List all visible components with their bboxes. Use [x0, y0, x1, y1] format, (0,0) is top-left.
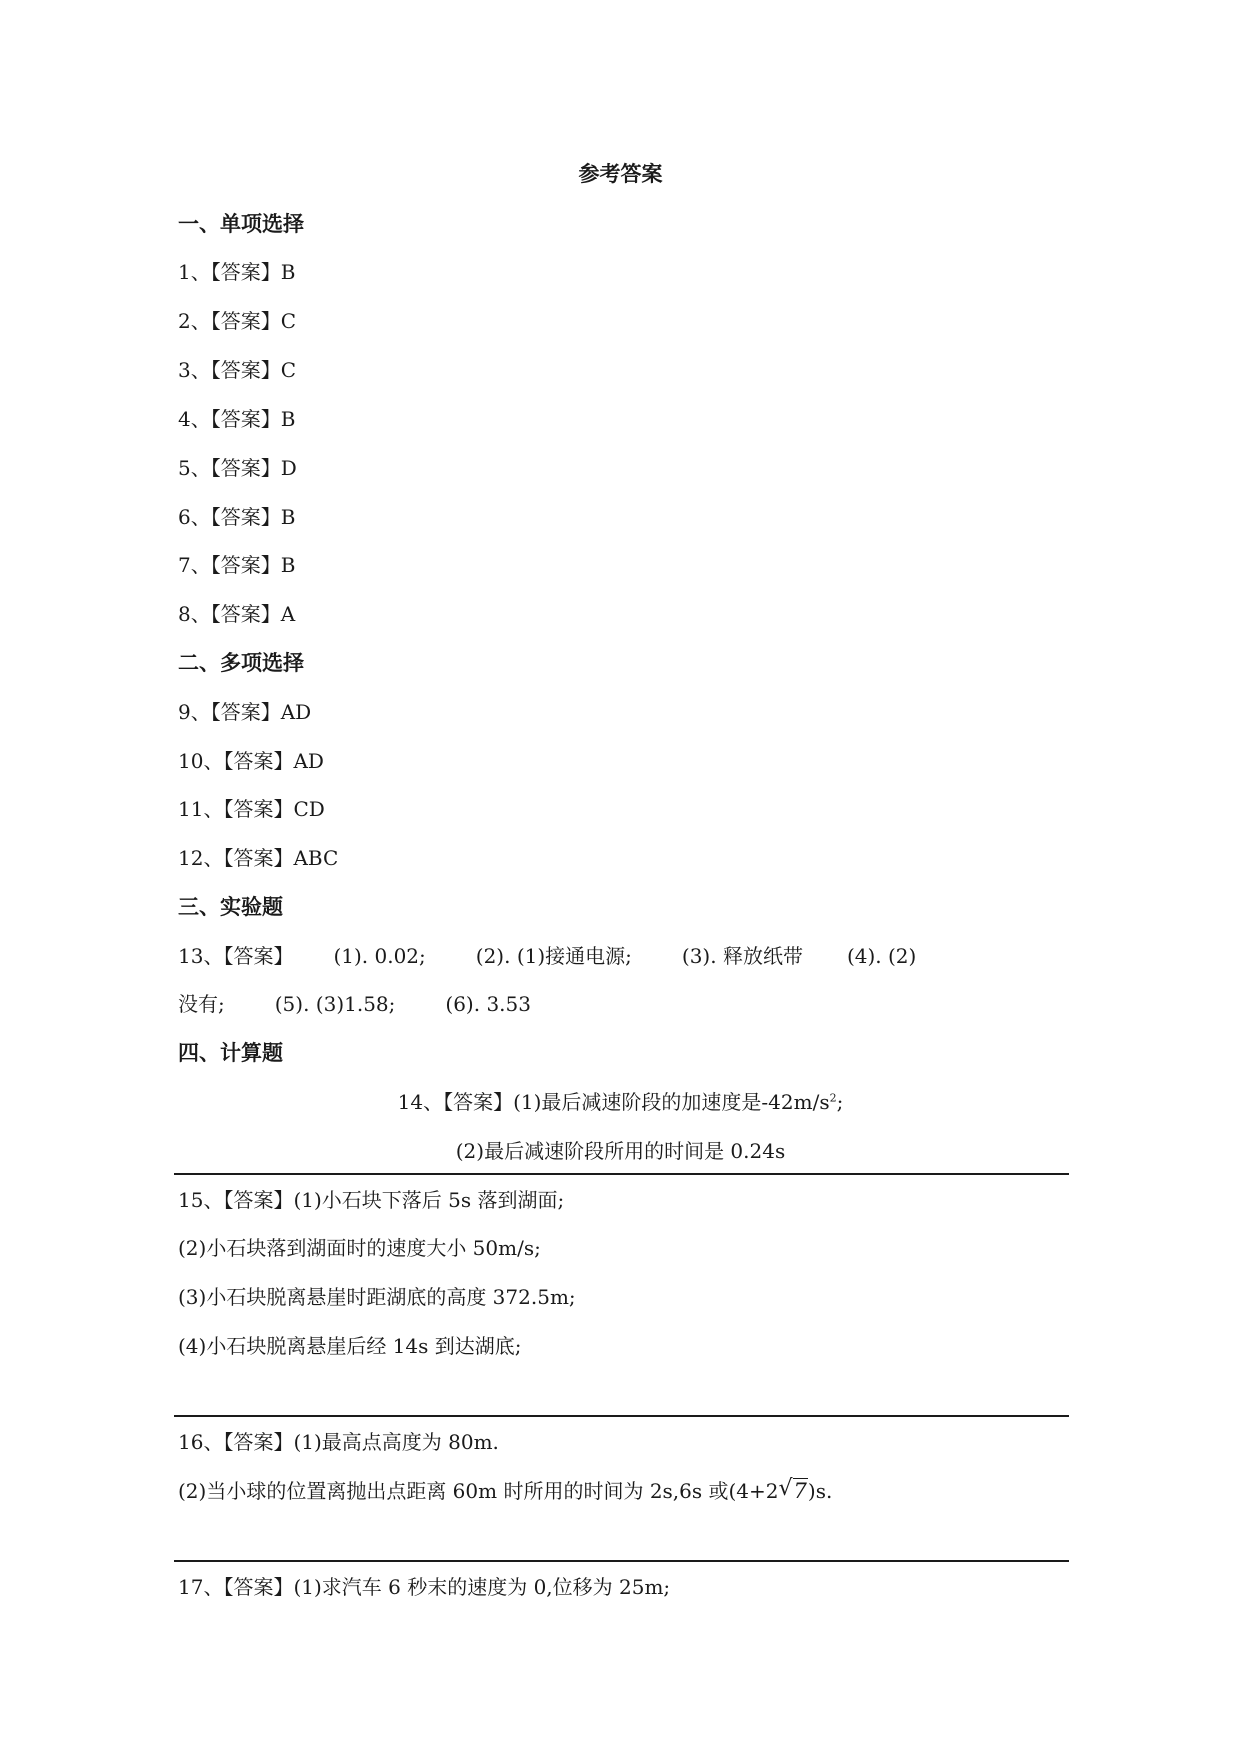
divider-rule [174, 1560, 1069, 1562]
answer-line-12: 12、【答案】ABC [178, 846, 339, 870]
answer-line-14-1 [0, 1090, 1241, 1114]
square-root-icon: √ 7 [778, 1476, 807, 1503]
q13-part-7: (6). 3.53 [445, 992, 531, 1016]
sqrt-radicand: 7 [793, 1479, 807, 1503]
q13-part-6: (5). (3)1.58; [274, 992, 396, 1016]
q16-line2-text: (2)当小球的位置离抛出点距离 60m 时所用的时间为 2s,6s 或(4+2 [178, 1479, 779, 1503]
answer-line-15-4: (4)小石块脱离悬崖后经 14s 到达湖底; [178, 1334, 522, 1358]
answer-line-4: 4、【答案】B [178, 407, 296, 431]
q13-lead: 13、【答案】 [178, 944, 294, 968]
answer-line-15-3: (3)小石块脱离悬崖时距湖底的高度 372.5m; [178, 1285, 576, 1309]
q14-superscript: 2 [829, 1091, 837, 1105]
answer-line-16-1: 16、【答案】(1)最高点高度为 80m. [178, 1430, 499, 1454]
answer-line-1: 1、【答案】B [178, 260, 296, 284]
q14-line1-text: 14、【答案】(1)最后减速阶段的加速度是-42m/s [397, 1090, 830, 1114]
answer-line-10: 10、【答案】AD [178, 749, 324, 773]
section-heading-multi-choice: 二、多项选择 [178, 651, 304, 675]
divider-rule [174, 1415, 1069, 1417]
answer-line-13 [178, 944, 916, 968]
answer-line-15-1: 15、【答案】(1)小石块下落后 5s 落到湖面; [178, 1188, 565, 1212]
q13-part-4: (4). (2) [846, 944, 917, 968]
q16-line2-end: )s. [807, 1479, 833, 1503]
section-heading-single-choice: 一、单项选择 [178, 212, 304, 236]
answer-line-17-1: 17、【答案】(1)求汽车 6 秒末的速度为 0,位移为 25m; [178, 1575, 671, 1599]
q13-part-5: 没有; [178, 992, 225, 1016]
section-heading-experiment: 三、实验题 [178, 895, 283, 919]
section-heading-calculation: 四、计算题 [178, 1041, 283, 1065]
divider-rule [174, 1173, 1069, 1175]
answer-line-6: 6、【答案】B [178, 505, 296, 529]
answer-line-15-2: (2)小石块落到湖面时的速度大小 50m/s; [178, 1236, 541, 1260]
answer-line-5: 5、【答案】D [178, 456, 297, 480]
q13-part-1: (1). 0.02; [333, 944, 426, 968]
answer-line-14-2: (2)最后减速阶段所用的时间是 0.24s [455, 1139, 786, 1163]
q14-line1-end: ; [836, 1090, 844, 1114]
answer-line-11: 11、【答案】CD [178, 797, 325, 821]
answer-line-8: 8、【答案】A [178, 602, 296, 626]
page-title: 参考答案 [578, 162, 663, 186]
answer-line-3: 3、【答案】C [178, 358, 297, 382]
answer-line-9: 9、【答案】AD [178, 700, 312, 724]
answer-line-13-cont [178, 992, 531, 1016]
answer-line-2: 2、【答案】C [178, 309, 297, 333]
answer-line-16-2 [178, 1476, 833, 1503]
q13-part-2: (2). (1)接通电源; [475, 944, 632, 968]
answer-line-7: 7、【答案】B [178, 553, 296, 577]
q13-part-3: (3). 释放纸带 [681, 944, 803, 968]
